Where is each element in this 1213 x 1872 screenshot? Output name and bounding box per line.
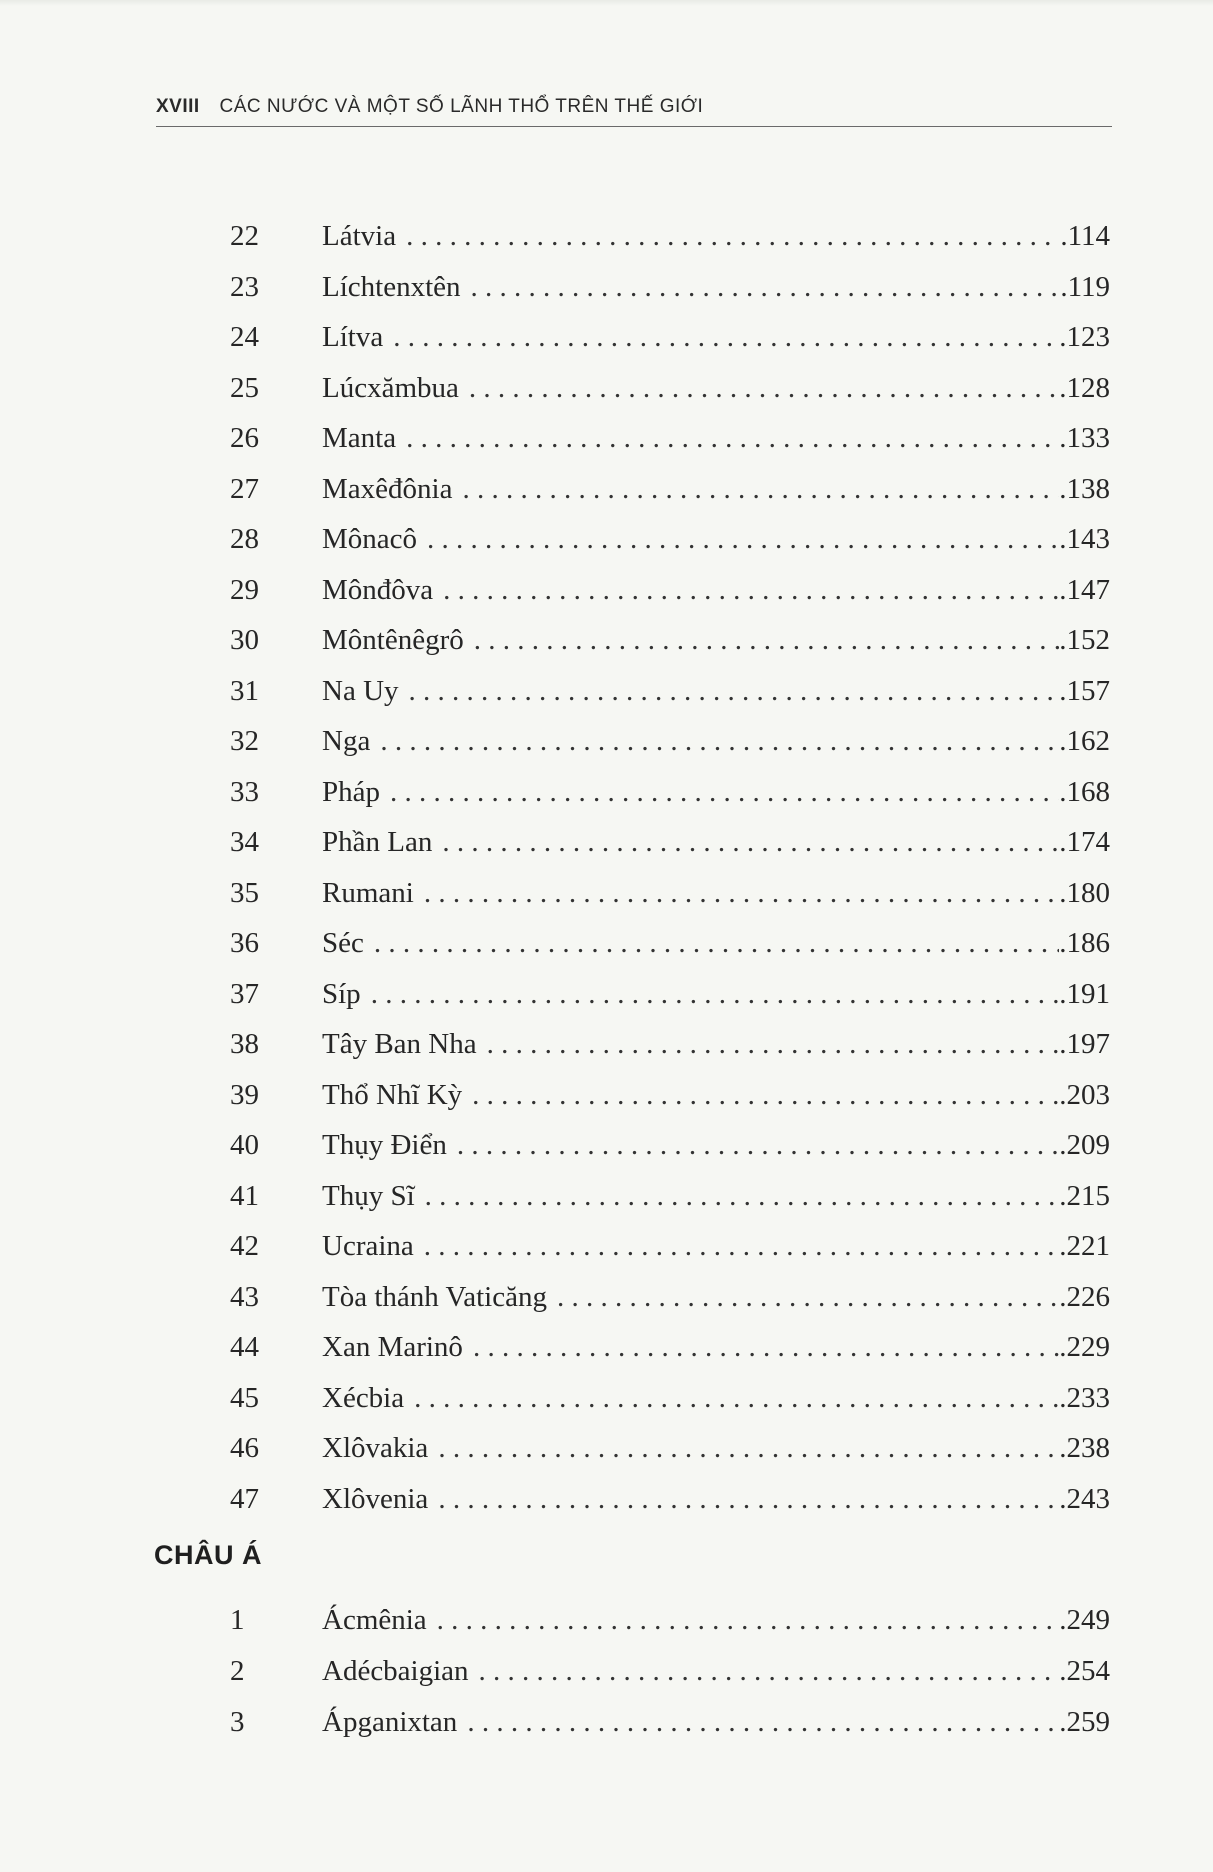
entry-page: .143 (1059, 523, 1110, 555)
entry-name: Ucraina (322, 1230, 414, 1262)
entry-page: .152 (1059, 624, 1110, 656)
entry-number: 42 (230, 1230, 259, 1262)
dot-leader (437, 1600, 1060, 1640)
entry-page: .119 (1060, 270, 1110, 303)
dot-leader (406, 216, 1060, 256)
entry-name: Thụy Điển (322, 1129, 447, 1161)
entry-number: 28 (230, 523, 259, 555)
entry-name: Látvia (322, 220, 397, 252)
dot-leader (390, 772, 1059, 812)
entry-number: 46 (230, 1432, 259, 1464)
dot-leader (557, 1277, 1059, 1317)
entry-page: .229 (1059, 1331, 1110, 1363)
entry-name: Xlôvenia (322, 1482, 429, 1515)
entry-name: Thụy Sĩ (322, 1179, 415, 1212)
entry-name: Manta (322, 422, 397, 454)
toc-entry[interactable] (230, 873, 1110, 913)
toc-entry[interactable] (230, 1226, 1110, 1266)
dot-leader (473, 1327, 1059, 1367)
dot-leader (474, 620, 1060, 660)
toc-entry[interactable] (230, 620, 1110, 660)
dot-leader (425, 1176, 1060, 1216)
entry-page: .186 (1059, 927, 1110, 959)
dot-leader (427, 519, 1059, 559)
entry-page: .114 (1060, 220, 1110, 252)
dot-leader (438, 1479, 1059, 1519)
entry-page: .238 (1059, 1432, 1110, 1464)
entry-number: 27 (230, 472, 259, 505)
entry-page: .209 (1059, 1129, 1110, 1161)
dot-leader (414, 1378, 1059, 1418)
entry-page: .254 (1059, 1655, 1110, 1687)
entry-number: 40 (230, 1129, 259, 1161)
toc-entry[interactable] (230, 1378, 1110, 1418)
entry-number: 25 (230, 371, 259, 404)
page-top-edge (0, 0, 1213, 6)
entry-number: 36 (230, 927, 259, 959)
dot-leader (409, 671, 1060, 711)
entry-page: .128 (1059, 371, 1110, 404)
entry-page: .221 (1059, 1230, 1110, 1262)
toc-entry[interactable] (230, 1176, 1110, 1216)
section-heading-asia: CHÂU Á (154, 1540, 262, 1570)
entry-name: Nga (322, 725, 371, 757)
entry-page: .133 (1059, 422, 1110, 454)
dot-leader (487, 1024, 1060, 1064)
entry-name: Lítva (322, 321, 384, 353)
toc-entry[interactable] (230, 1075, 1110, 1115)
dot-leader (406, 418, 1059, 458)
entry-page: .168 (1059, 775, 1110, 808)
entry-number: 44 (230, 1331, 259, 1363)
toc-entry[interactable] (230, 469, 1110, 509)
dot-leader (457, 1125, 1059, 1165)
entry-number: 47 (230, 1482, 259, 1515)
dot-leader (424, 873, 1059, 913)
entry-number: 41 (230, 1179, 259, 1212)
entry-page: .197 (1059, 1028, 1110, 1060)
entry-number: 31 (230, 674, 259, 707)
entry-page: .203 (1059, 1078, 1110, 1111)
toc-entry[interactable] (230, 317, 1110, 357)
entry-number: 23 (230, 270, 259, 303)
toc-entry[interactable] (230, 1428, 1110, 1468)
toc-entry[interactable] (230, 1702, 1110, 1742)
entry-name: Môntênêgrô (322, 624, 464, 656)
dot-leader (393, 317, 1059, 357)
toc-entry[interactable] (230, 772, 1110, 812)
dot-leader (467, 1702, 1059, 1742)
entry-name: Ápganixtan (322, 1706, 458, 1738)
entry-page: .147 (1059, 573, 1110, 606)
entry-number: 35 (230, 876, 259, 909)
entry-name: Xlôvakia (322, 1432, 429, 1464)
entry-number: 22 (230, 220, 259, 252)
entry-page: .123 (1059, 321, 1110, 353)
entry-number: 3 (230, 1706, 245, 1738)
entry-page: .180 (1059, 876, 1110, 909)
entry-number: 37 (230, 977, 259, 1010)
entry-page: .226 (1059, 1280, 1110, 1313)
entry-name: Líchtenxtên (322, 270, 461, 303)
entry-number: 32 (230, 725, 259, 757)
entry-name: Xan Marinô (322, 1331, 463, 1363)
toc-entry[interactable] (230, 1277, 1110, 1317)
toc-entry[interactable] (230, 570, 1110, 610)
dot-leader (472, 1075, 1059, 1115)
dot-leader (469, 368, 1059, 408)
toc-entry[interactable] (230, 671, 1110, 711)
entry-name: Síp (322, 977, 361, 1010)
toc-entry[interactable] (230, 923, 1110, 963)
toc-entry[interactable] (230, 721, 1110, 761)
dot-leader (471, 267, 1061, 307)
entry-number: 43 (230, 1280, 259, 1313)
entry-page: .138 (1059, 472, 1110, 505)
entry-page: .249 (1059, 1604, 1110, 1636)
entry-name: Adécbaigian (322, 1655, 469, 1687)
entry-number: 29 (230, 573, 259, 606)
entry-name: Xécbia (322, 1381, 405, 1414)
entry-number: 45 (230, 1381, 259, 1414)
dot-leader (424, 1226, 1059, 1266)
entry-name: Séc (322, 927, 364, 959)
entry-page: .174 (1059, 826, 1110, 858)
toc-entry[interactable] (230, 1125, 1110, 1165)
dot-leader (371, 974, 1060, 1014)
entry-name: Lúcxămbua (322, 371, 459, 404)
dot-leader (462, 469, 1059, 509)
entry-name: Ácmênia (322, 1604, 427, 1636)
entry-name: Mônđôva (322, 573, 434, 606)
toc-entry[interactable] (230, 418, 1110, 458)
entry-number: 1 (230, 1604, 245, 1636)
toc-entry[interactable] (230, 1024, 1110, 1064)
entry-number: 2 (230, 1655, 245, 1687)
entry-name: Rumani (322, 876, 414, 909)
entry-number: 26 (230, 422, 259, 454)
entry-page: .157 (1059, 674, 1110, 707)
entry-name: Maxêđônia (322, 472, 453, 505)
entry-page: .162 (1059, 725, 1110, 757)
page-folio: XVIII (156, 96, 200, 117)
toc-entry[interactable] (230, 1327, 1110, 1367)
toc-entry[interactable] (230, 1479, 1110, 1519)
toc-entry[interactable] (230, 822, 1110, 862)
entry-name: Pháp (322, 775, 380, 808)
entry-page: .215 (1059, 1179, 1110, 1212)
dot-leader (479, 1651, 1060, 1691)
toc-entry[interactable] (230, 267, 1110, 307)
dot-leader (374, 923, 1059, 963)
entry-name: Tòa thánh Vaticăng (322, 1280, 547, 1313)
running-header (156, 96, 1112, 127)
dot-leader (443, 570, 1059, 610)
entry-page: .259 (1059, 1706, 1110, 1738)
entry-name: Thổ Nhĩ Kỳ (322, 1078, 463, 1111)
entry-number: 34 (230, 826, 259, 858)
entry-name: Phần Lan (322, 826, 433, 858)
entry-page: .191 (1059, 977, 1110, 1010)
toc-entry[interactable] (230, 1600, 1110, 1640)
entry-number: 33 (230, 775, 259, 808)
running-title: CÁC NƯỚC VÀ MỘT SỐ LÃNH THỔ TRÊN THẾ GIỚI (219, 96, 704, 117)
entry-number: 24 (230, 321, 259, 353)
entry-page: .243 (1059, 1482, 1110, 1515)
toc-entry[interactable] (230, 1651, 1110, 1691)
dot-leader (442, 822, 1059, 862)
entry-name: Tây Ban Nha (322, 1028, 477, 1060)
dot-leader (380, 721, 1059, 761)
dot-leader (438, 1428, 1059, 1468)
entry-page: .233 (1059, 1381, 1110, 1414)
toc-entry[interactable] (230, 519, 1110, 559)
toc-entry[interactable] (230, 368, 1110, 408)
entry-number: 38 (230, 1028, 259, 1060)
toc-entry[interactable] (230, 974, 1110, 1014)
entry-name: Mônacô (322, 523, 418, 555)
entry-name: Na Uy (322, 674, 399, 707)
toc-entry[interactable] (230, 216, 1110, 256)
entry-number: 30 (230, 624, 259, 656)
entry-number: 39 (230, 1078, 259, 1111)
